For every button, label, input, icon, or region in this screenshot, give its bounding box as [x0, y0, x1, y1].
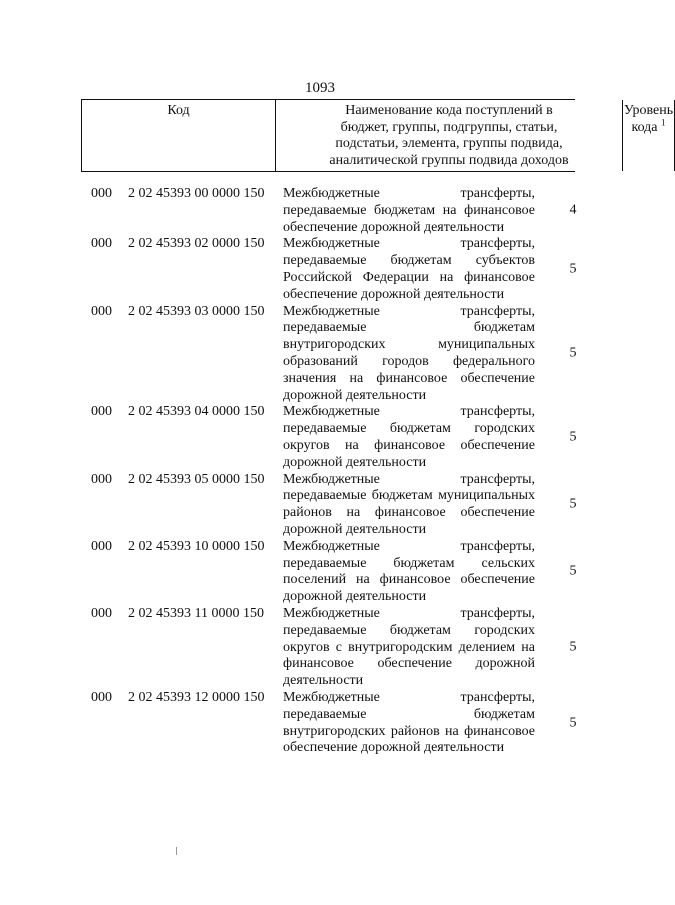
table-row [0, 186, 640, 236]
row-admin-code: 000 [91, 303, 112, 319]
row-admin-code: 000 [91, 404, 112, 420]
table-header [81, 99, 674, 172]
header-level-line: Уровень [623, 103, 674, 118]
page-number: 1093 [305, 80, 335, 96]
row-name: Межбюджетные трансферты, передаваемые бюджетам муниципальных районов на финансовое обеспечение дорожной деятельности [283, 471, 535, 537]
header-name-line: аналитической группы подвида доходов [329, 152, 569, 168]
table-row [0, 606, 640, 690]
row-name: Межбюджетные трансферты, передаваемые бюджетам внутригородских районов на финансовое обеспечение дорожной деятельности [283, 689, 535, 756]
row-level: 5 [569, 563, 577, 579]
row-level: 4 [569, 202, 577, 218]
row-name: Межбюджетные трансферты, передаваемые бюджетам сельских поселений на финансовое обеспечение дорожной деятельности [283, 538, 535, 605]
row-name: Межбюджетные трансферты, передаваемые бюджетам городских округов с внутригородским делением на финансовое обеспечение дорожной деятельности [283, 605, 535, 689]
table-row [0, 404, 640, 471]
header-name-line: подстатьи, элемента, группы подвида, [335, 136, 563, 151]
row-income-code: 2 02 45393 05 0000 150 [128, 471, 265, 487]
table-row [0, 304, 640, 405]
row-income-code: 2 02 45393 00 0000 150 [128, 186, 265, 201]
row-admin-code: 000 [91, 186, 112, 201]
row-admin-code: 000 [91, 605, 112, 621]
header-level [622, 100, 675, 171]
row-income-code: 2 02 45393 02 0000 150 [128, 236, 265, 252]
row-name: Межбюджетные трансферты, передаваемые бюджетам внутригородских муниципальных образований городов федерального значения на финансовое обеспечение дорожной деятельности [283, 303, 535, 403]
row-income-code: 2 02 45393 03 0000 150 [128, 303, 265, 319]
row-income-code: 2 02 45393 11 0000 150 [128, 605, 264, 621]
row-name: Межбюджетные трансферты, передаваемые бюджетам городских округов на финансовое обеспечение дорожной деятельности [283, 404, 535, 470]
table-row [0, 236, 640, 303]
header-name-line: Наименование кода поступлений в [345, 103, 553, 118]
row-level: 5 [569, 345, 577, 361]
row-level: 5 [569, 639, 577, 655]
scan-mark [176, 847, 177, 855]
row-level: 5 [569, 496, 577, 512]
header-name-line: бюджет, группы, подгруппы, статьи, [340, 119, 558, 135]
row-admin-code: 000 [91, 689, 112, 705]
row-name: Межбюджетные трансферты, передаваемые бюджетам на финансовое обеспечение дорожной деятельности [283, 186, 535, 235]
header-name [275, 100, 622, 171]
row-level: 5 [569, 429, 577, 445]
row-name: Межбюджетные трансферты, передаваемые бюджетам субъектов Российской Федерации на финансовое обеспечение дорожной деятельности [283, 236, 535, 302]
footnote-marker: 1 [661, 117, 666, 128]
table-row [0, 472, 640, 539]
header-level-line [623, 119, 674, 136]
row-admin-code: 000 [91, 236, 112, 252]
row-income-code: 2 02 45393 04 0000 150 [128, 404, 265, 420]
header-level-word: кода [631, 120, 658, 135]
row-income-code: 2 02 45393 12 0000 150 [128, 689, 265, 705]
row-admin-code: 000 [91, 538, 112, 554]
row-level: 5 [569, 715, 577, 731]
row-admin-code: 000 [91, 471, 112, 487]
header-code: Код [81, 100, 275, 171]
row-level: 5 [569, 261, 577, 277]
table-body [0, 186, 640, 757]
table-row [0, 690, 640, 757]
table-row [0, 539, 640, 606]
row-income-code: 2 02 45393 10 0000 150 [128, 538, 265, 554]
